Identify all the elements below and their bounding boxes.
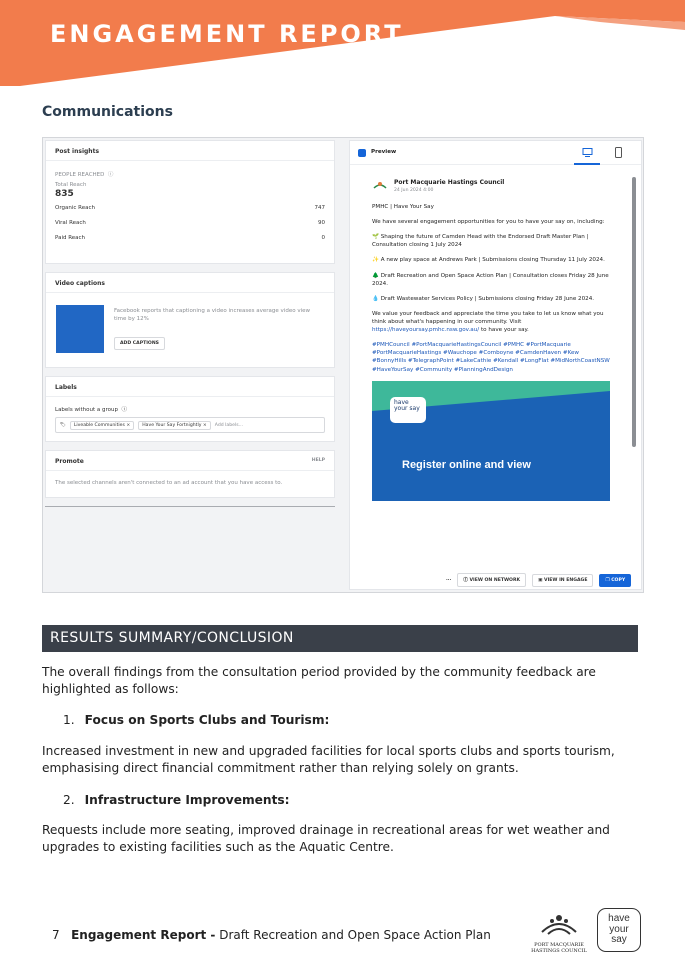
preview-panel (349, 140, 642, 590)
council-logo (528, 910, 590, 954)
post-link[interactable]: https://haveyoursay.pmhc.nsw.gov.au/ (372, 327, 480, 334)
tag-icon: 🏷 (60, 422, 66, 428)
footer-bold: Engagement Report - (71, 928, 216, 942)
footer (52, 928, 491, 942)
list-number: 2. (63, 793, 75, 807)
scrollbar[interactable] (632, 177, 636, 447)
reach-label: Viral Reach (55, 220, 86, 226)
list-title: Focus on Sports Clubs and Tourism: (84, 713, 330, 727)
reach-label: Organic Reach (55, 205, 95, 211)
report-title: ENGAGEMENT REPORT (50, 20, 404, 48)
total-reach-value: 835 (55, 189, 74, 199)
results-banner: RESULTS SUMMARY/CONCLUSION (42, 625, 638, 652)
have-your-say-badge: have your say (390, 397, 426, 423)
tab-indicator (574, 163, 600, 165)
post-paragraph: We have several engagement opportunities for you to have your say on, including: (372, 219, 605, 226)
labels-subtitle: Labels without a group (55, 407, 118, 413)
reach-row (46, 235, 334, 241)
more-button[interactable]: ··· (446, 577, 452, 583)
post-date: 24 Jun 2024 4:00 (394, 188, 434, 193)
post-paragraph: ✨ A new play space at Andrews Park | Submissions closing Thursday 11 July 2024. (372, 257, 605, 264)
labels-title: Labels (46, 377, 334, 397)
reach-value: 90 (318, 220, 325, 226)
facebook-icon: ⓕ (463, 578, 470, 583)
promote-title: Promote (55, 458, 84, 465)
total-reach-label: Total Reach (55, 182, 87, 188)
copy-button[interactable]: ❐ COPY (599, 574, 631, 587)
preview-title: Preview (371, 149, 397, 155)
list-title: Infrastructure Improvements: (84, 793, 290, 807)
council-emblem-icon (528, 910, 590, 938)
post-paragraph: 🌲 Draft Recreation and Open Space Action Plan | Consultation closes Friday 28 June 2024. (372, 272, 609, 287)
view-in-engage-button[interactable]: ▣ VIEW IN ENGAGE (532, 574, 593, 587)
have-your-say-logo: have your say (597, 908, 641, 952)
post-insights-title: Post insights (46, 141, 334, 161)
info-icon: ⓘ (119, 407, 127, 413)
post-account: Port Macquarie Hastings Council (394, 179, 505, 186)
post-image (372, 381, 610, 501)
image-caption: Register online and view (402, 458, 531, 471)
reach-row (46, 220, 334, 235)
engage-icon: ▣ (538, 577, 545, 583)
list-item-1-text: Increased investment in new and upgraded facilities for local sports clubs and sports tourism, emphasising direct financial commitment rather than relying solely on grants. (42, 744, 615, 775)
copy-icon: ❐ (605, 577, 612, 583)
post-hashtags[interactable]: #PMHCouncil #PortMacquarieHastingsCouncil #PMHC #PortMacquarie #PortMacquarieHastings #Wauchope #Comboyne #CamdenHaven #Kew #BonnyHills #TelegraphPoint #LakeCathie #Kendall #LongFlat #MidNorthCoastNSW #HaveYourSay #Community #PlanningAndDesign (372, 342, 610, 373)
council-logo-icon (372, 179, 388, 191)
results-intro: The overall findings from the consultation period provided by the community feedback are highlighted as follows: (42, 665, 596, 696)
post-paragraph: 💧 Draft Wastewater Services Policy | Submissions closing Friday 28 June 2024. (372, 295, 595, 302)
mobile-icon[interactable] (615, 147, 622, 158)
labels-card (45, 376, 335, 442)
add-labels-placeholder[interactable]: Add labels... (214, 422, 244, 428)
view-on-network-button[interactable]: ⓕ VIEW ON NETWORK (457, 573, 526, 587)
video-thumbnail[interactable] (56, 305, 104, 353)
post-paragraph: 🌱 Shaping the future of Camden Head with the Endorsed Draft Master Plan | Consultation closing 1 July 2024 (372, 234, 589, 249)
engage-screenshot (42, 137, 644, 593)
label-chip[interactable]: Have Your Say Fortnightly × (138, 421, 211, 430)
footer-text: Draft Recreation and Open Space Action Plan (219, 928, 491, 942)
video-captions-text: Facebook reports that captioning a video increases average video view time by 12% (114, 308, 310, 323)
promote-text: The selected channels aren't connected to an ad account that you have access to. (55, 480, 283, 486)
add-captions-button[interactable]: ADD CAPTIONS (114, 337, 165, 350)
help-link[interactable]: HELP (311, 458, 325, 463)
reach-value: 747 (314, 205, 325, 211)
section-title: Communications (42, 104, 173, 120)
page-number: 7 (52, 928, 60, 942)
promote-card (45, 450, 335, 498)
video-captions-card (45, 272, 335, 368)
video-captions-title: Video captions (46, 273, 334, 293)
list-item-2-text: Requests include more seating, improved drainage in recreational areas for wet weather and upgrades to existing facilities such as the Aquatic Centre. (42, 823, 610, 854)
list-number: 1. (63, 713, 75, 727)
post-insights-card (45, 140, 335, 264)
info-icon: ⓘ (106, 172, 114, 178)
post-paragraph: PMHC | Have Your Say (372, 204, 434, 210)
preview-icon (358, 149, 366, 157)
list-item-2 (63, 793, 290, 807)
labels-input[interactable] (55, 417, 325, 433)
desktop-icon[interactable] (582, 148, 593, 157)
reach-row (46, 205, 334, 220)
divider (45, 506, 335, 507)
people-reached-label: PEOPLE REACHED (55, 172, 105, 178)
post-paragraph: We value your feedback and appreciate the time you take to let us know what you think about what's happening in our community. Visit https://haveyoursay.pmhc.nsw.gov.au/ to have your say. (372, 310, 604, 334)
list-item-1 (63, 713, 329, 727)
council-logo-text: PORT MACQUARIE HASTINGS COUNCIL (531, 942, 587, 954)
label-chip[interactable]: Liveable Communities × (70, 421, 134, 430)
post-preview (372, 173, 610, 568)
preview-actions (446, 573, 631, 587)
reach-value: 0 (321, 235, 325, 241)
reach-label: Paid Reach (55, 235, 86, 241)
